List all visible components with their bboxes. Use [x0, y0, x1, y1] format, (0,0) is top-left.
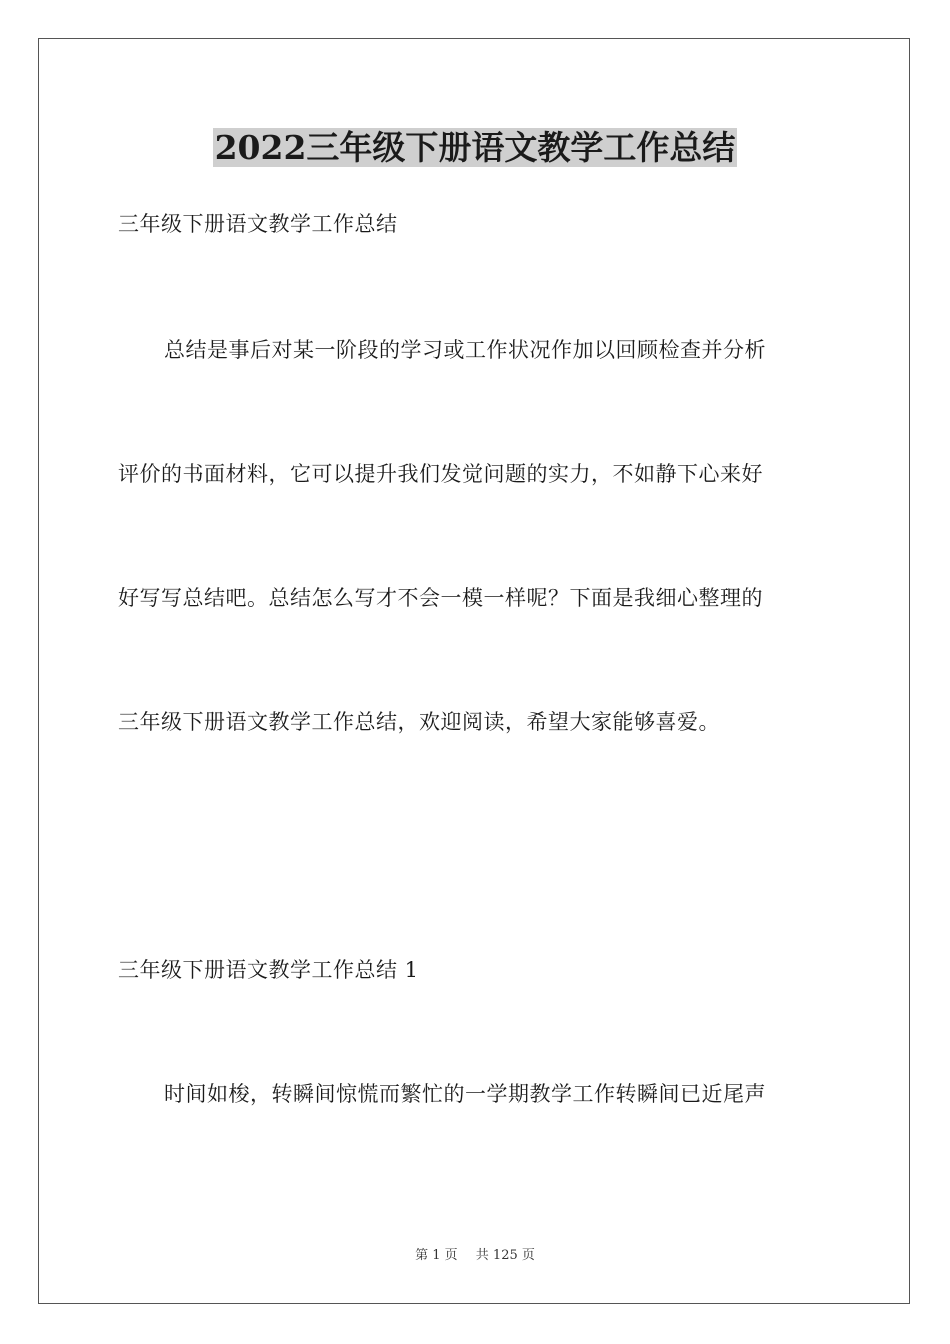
intro-line-2: 评价的书面材料，它可以提升我们发觉问题的实力，不如静下心来好 — [118, 462, 763, 486]
document-title-text: 2022三年级下册语文教学工作总结 — [214, 128, 736, 167]
intro-line-1: 总结是事后对某一阶段的学习或工作状况作加以回顾检查并分析 — [164, 338, 766, 362]
section-first-line: 时间如梭，转瞬间惊慌而繁忙的一学期教学工作转瞬间已近尾声 — [164, 1082, 766, 1106]
page-number: 第 1 页 — [415, 1248, 458, 1263]
section-heading: 三年级下册语文教学工作总结 1 — [118, 958, 419, 982]
document-subtitle: 三年级下册语文教学工作总结 — [118, 212, 398, 236]
intro-line-4: 三年级下册语文教学工作总结，欢迎阅读，希望大家能够喜爱。 — [118, 710, 720, 734]
intro-line-3: 好写写总结吧。总结怎么写才不会一模一样呢？下面是我细心整理的 — [118, 586, 763, 610]
page-footer — [0, 1247, 950, 1265]
document-title — [0, 126, 950, 170]
page-total: 共 125 页 — [475, 1248, 535, 1263]
